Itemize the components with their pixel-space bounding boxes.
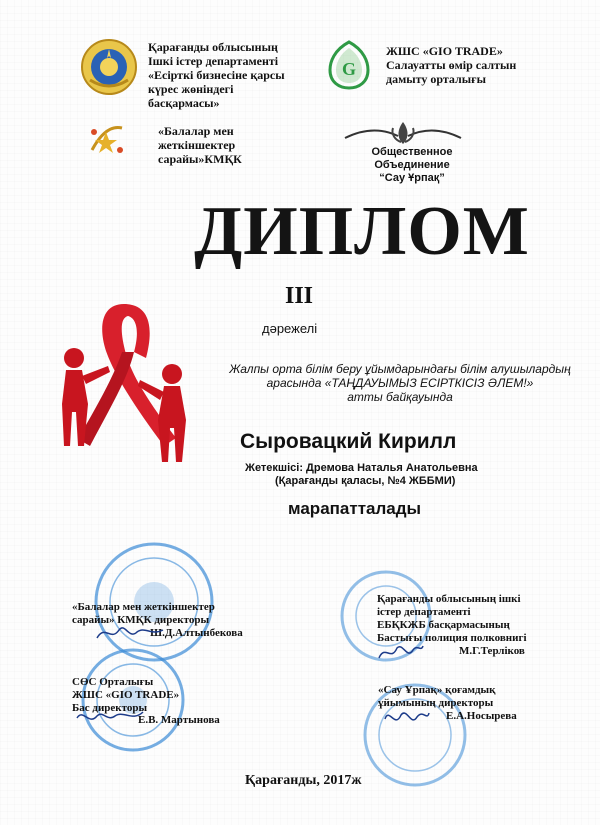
mentor-line: (Қарағанды қаласы, №4 ЖББМИ) xyxy=(275,475,456,487)
signature-line: Ш.Д.Алтынбекова xyxy=(150,627,243,639)
signature-line: сарайы» КМҚК директоры xyxy=(72,614,210,626)
org-right-top-line: дамыту орталығы xyxy=(386,72,486,86)
mentor-line: Жетекшісі: Дремова Наталья Анатольевна xyxy=(245,462,478,474)
org-left-bottom-line: «Балалар мен xyxy=(158,124,234,138)
org-left-top-line: «Есірткі бизнесіне қарсы xyxy=(148,68,285,82)
recipient-name: Сыровацкий Кирилл xyxy=(240,430,457,453)
signature-line: «Сау Ұрпақ» қоғамдық xyxy=(378,684,496,696)
signature-line: Е.А.Носырева xyxy=(446,710,517,722)
awarded-word: марапатталады xyxy=(288,499,422,518)
org-left-top-line: Қарағанды облысының xyxy=(148,40,278,54)
signature-line: істер департаменті xyxy=(377,606,471,618)
signature-line: ЖШС «GIO TRADE» xyxy=(72,689,180,701)
org-right-bottom-line: Общественное Объединение xyxy=(371,146,453,171)
signature-line: Қарағанды облысының ішкі xyxy=(377,593,521,605)
handwritten-signature-icon xyxy=(383,705,431,731)
org-right-bottom xyxy=(342,146,482,185)
org-left-top xyxy=(148,40,308,110)
degree-word: дәрежелі xyxy=(262,321,318,336)
org-left-bottom-line: жеткіншектер xyxy=(158,138,236,152)
signature-line: СӨС Орталығы xyxy=(72,676,154,688)
signature-line: «Балалар мен жеткіншектер xyxy=(72,601,215,613)
signature-line: М.Г.Терліков xyxy=(459,645,525,657)
signature-line: Е.В. Мартынова xyxy=(138,714,220,726)
contest-line: арасында «ТАҢДАУЫМЫЗ ЕСІРТКІСІЗ ӘЛЕМ!» xyxy=(266,376,534,390)
org-right-top-line: ЖШС «GIO TRADE» xyxy=(386,44,503,58)
org-right-top xyxy=(386,44,556,86)
handwritten-signature-icon xyxy=(75,706,145,728)
org-left-top-line: күрес жөніндегі xyxy=(148,82,234,96)
diploma-title: ДИПЛОМ xyxy=(194,193,530,270)
org-left-bottom-line: сарайы»КМҚК xyxy=(158,152,242,166)
palace-star-logo-icon xyxy=(82,120,130,162)
contest-description xyxy=(210,362,590,404)
signature-line: ЕБҚКЖБ басқармасының xyxy=(377,619,510,631)
org-left-top-line: басқармасы» xyxy=(148,96,220,110)
signature-line: Бастығы полиция полковнигі xyxy=(377,632,527,644)
org-left-bottom xyxy=(158,124,278,166)
kazakhstan-emblem-icon xyxy=(80,38,138,96)
handwritten-signature-icon xyxy=(377,640,425,664)
gio-trade-logo-icon xyxy=(326,40,372,90)
contest-line: Жалпы орта білім беру ұйымдарындағы білім алушылардың xyxy=(229,362,571,376)
footer-place-date: Қарағанды, 2017ж xyxy=(245,773,362,788)
org-right-bottom-line: “Сау Ұрпақ” xyxy=(379,172,445,184)
signature-line: ұйымының директоры xyxy=(378,697,494,709)
contest-line: атты байқауында xyxy=(347,390,453,404)
mentor-info xyxy=(245,462,575,488)
org-left-top-line: Ішкі істер департаменті xyxy=(148,54,279,68)
signature-line: Бас директоры xyxy=(72,702,148,714)
degree-number: III xyxy=(285,283,314,309)
handwritten-signature-icon xyxy=(95,622,165,644)
org-right-top-line: Салауатты өмір салтын xyxy=(386,58,517,72)
svg-text:G: G xyxy=(341,59,357,79)
red-ribbon-figures-image xyxy=(54,296,204,476)
sau-urpak-logo-icon xyxy=(343,118,463,146)
